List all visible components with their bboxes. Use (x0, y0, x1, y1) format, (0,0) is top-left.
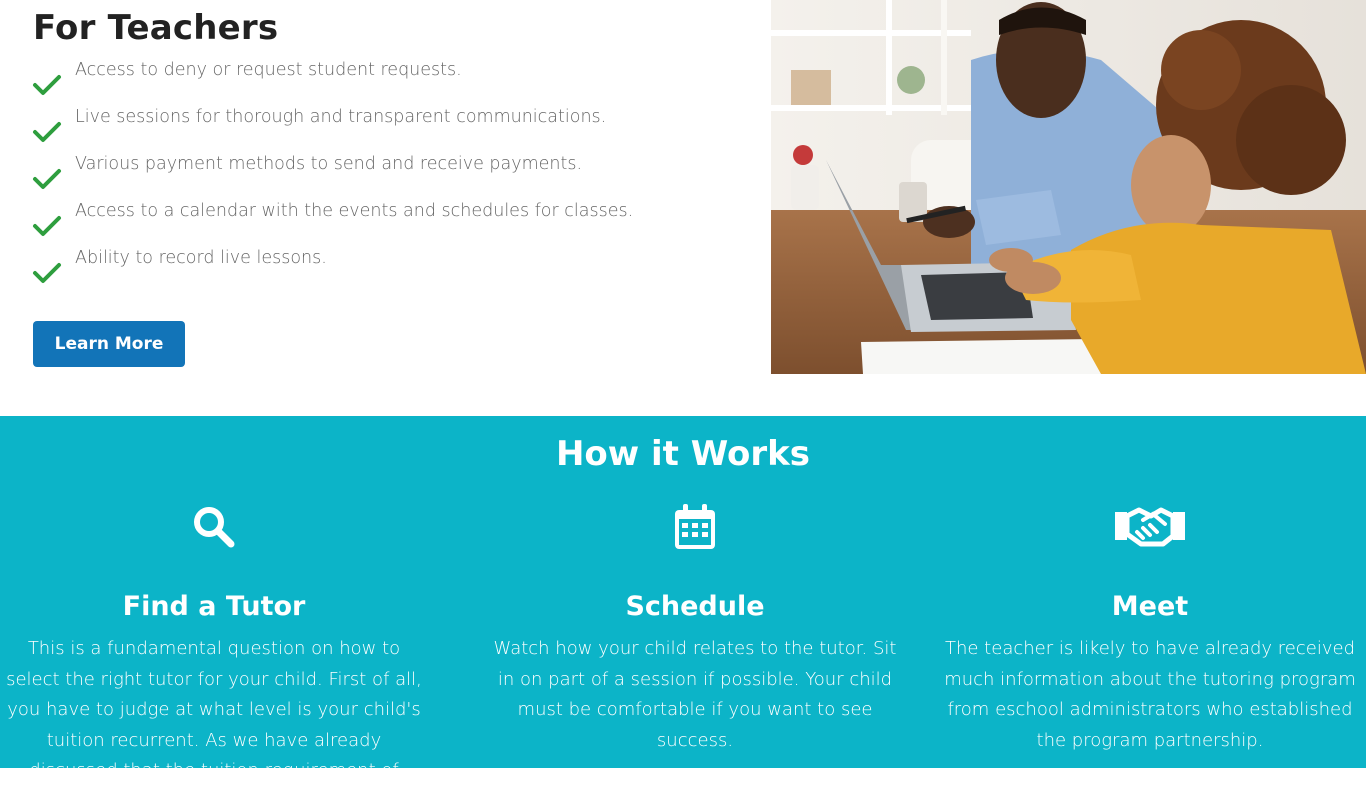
handshake-icon (1113, 504, 1187, 550)
step-title: Schedule (625, 591, 765, 622)
how-it-works-section (0, 416, 1366, 781)
step-description: The teacher is likely to have already received much information about the tutoring program from eschool administrators who established the program partnership. (944, 638, 1356, 751)
list-item (33, 250, 753, 297)
calendar-icon (673, 503, 717, 551)
checkmark-icon (33, 262, 61, 284)
checkmark-icon (33, 215, 61, 237)
feature-text: Live sessions for thorough and transparent communications. (75, 107, 607, 127)
step-description: Watch how your child relates to the tutor. Sit in on part of a session if possible. Your child must be comfortable if you want to see success. (493, 638, 897, 751)
list-item (33, 62, 753, 109)
feature-text: Ability to record live lessons. (75, 248, 327, 268)
list-item (33, 109, 753, 156)
feature-text: Access to a calendar with the events and schedules for classes. (75, 201, 634, 221)
step-schedule (485, 502, 905, 756)
step-title: Meet (1111, 591, 1189, 622)
search-icon (191, 504, 237, 550)
list-item (33, 156, 753, 203)
section-title: How it Works (555, 434, 811, 474)
teacher-child-laptop-photo (771, 0, 1366, 374)
checkmark-icon (33, 168, 61, 190)
list-item (33, 203, 753, 250)
step-find-tutor (4, 502, 424, 787)
photo-illustration (771, 0, 1366, 374)
feature-text: Various payment methods to send and receive payments. (75, 154, 583, 174)
step-description: This is a fundamental question on how to select the right tutor for your child. First of all, you have to judge at what level is your child's tuition recurrent. As we have already discussed that the tuition requirement of (6, 638, 422, 781)
learn-more-button[interactable]: Learn More (33, 321, 185, 367)
step-title: Find a Tutor (122, 591, 306, 622)
step-meet (940, 502, 1360, 756)
feature-list (33, 62, 753, 297)
feature-text: Access to deny or request student requests. (75, 60, 462, 80)
checkmark-icon (33, 121, 61, 143)
teachers-content (33, 6, 753, 354)
section-title: For Teachers (33, 8, 279, 48)
checkmark-icon (33, 74, 61, 96)
